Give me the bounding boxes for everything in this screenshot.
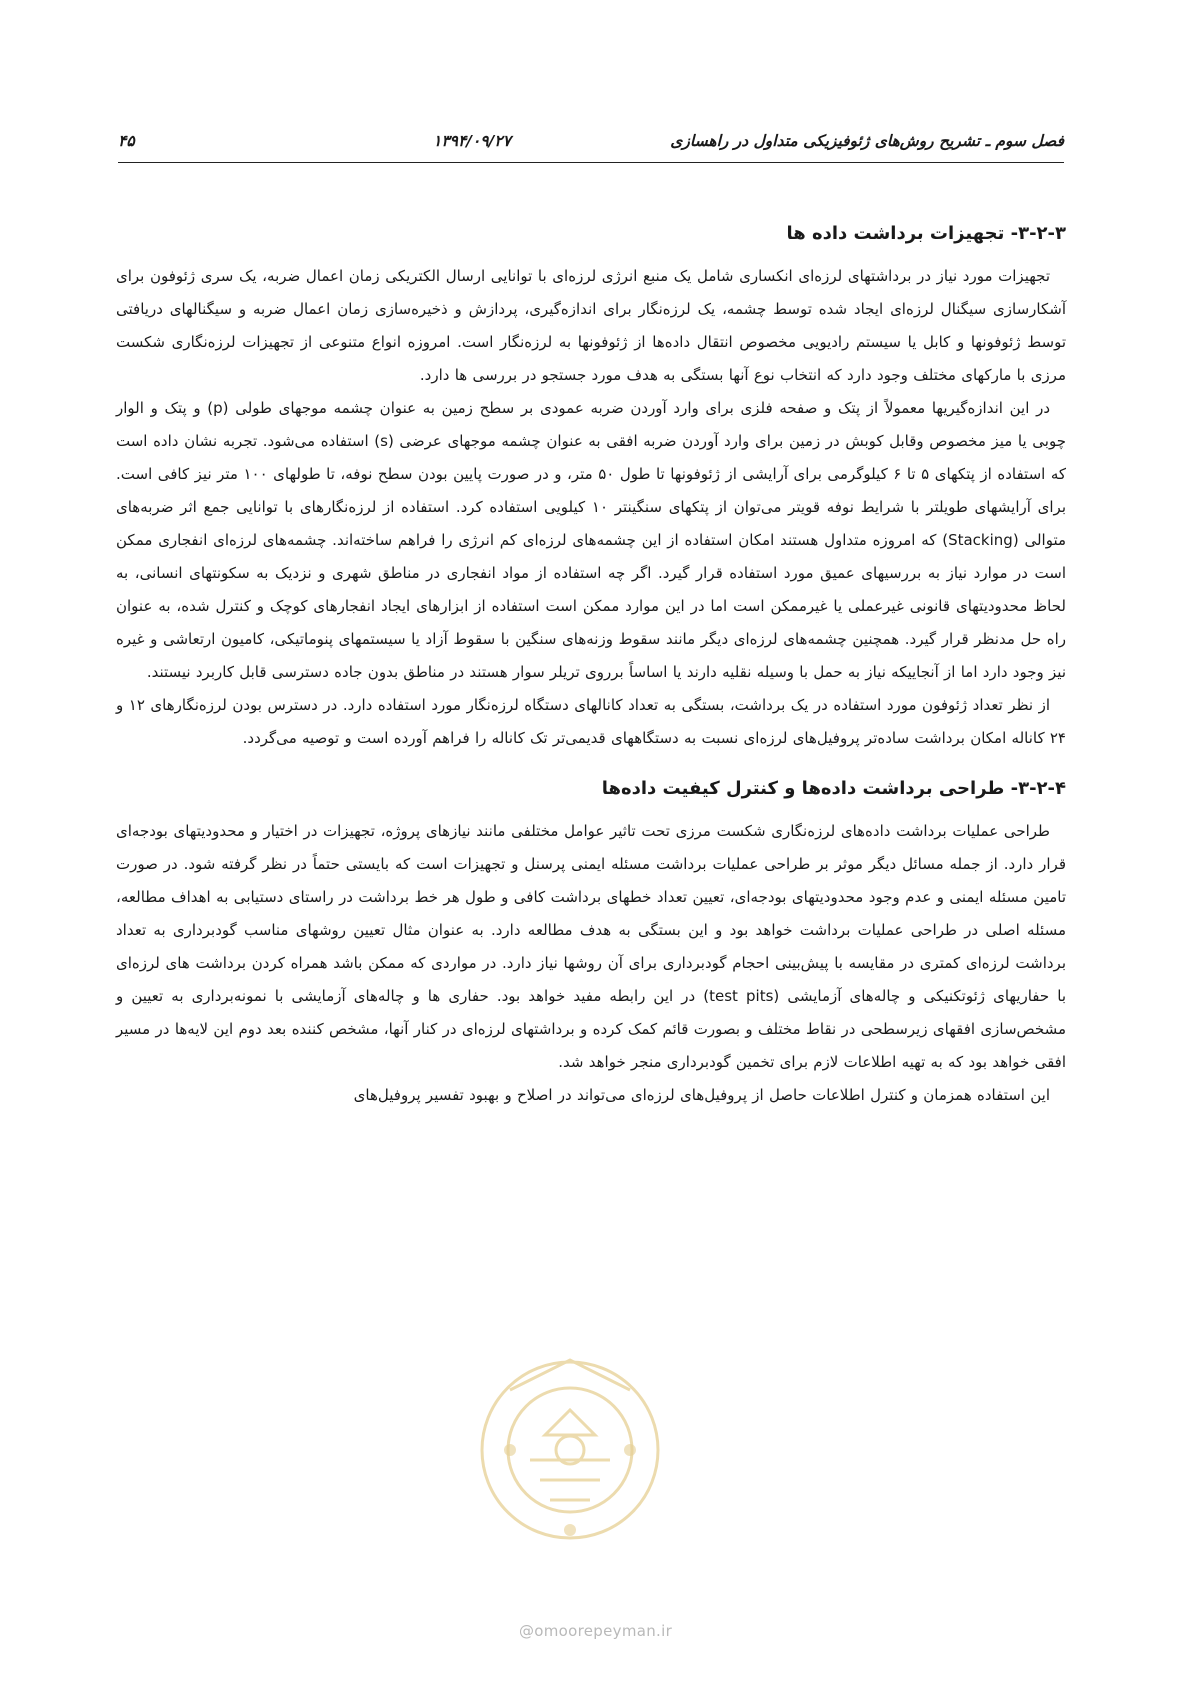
at-icon: @ [518,1622,535,1640]
watermark-url: omoorepeyman.ir [534,1622,673,1640]
header-date: ۱۳۹۴/۰۹/۲۷ [433,132,511,150]
paragraph: تجهیزات مورد نیاز در برداشتهای لرزه‌ای انکساری شامل یک منبع انرژی لرزه‌ای با توانایی ارسال الکتریکی زمان اعمال ضربه، یک سری ژئوفون برای آشکارسازی سیگنال لرزه‌ای ایجاد شده توسط چشمه، یک لرزه‌نگار برای اندازه‌گیری، پردازش و ذخیره‌سازی زمان اعمال ضربه و سیگنالهای دریافتی توسط ژئوفونها و کابل یا سیستم رادیویی مخصوص انتقال داده‌ها از ژئوفونها به لرزه‌نگار است. امروزه انواع متنوعی از تجهیزات لرزه‌نگاری شکست مرزی با مارکهای مختلف وجود دارد که انتخاب نوع آنها بستگی به هدف مورد جستجو در بررسی ها دارد. [116,267,1066,384]
page-header [118,128,1064,163]
paragraph: از نظر تعداد ژئوفون مورد استفاده در یک برداشت، بستگی به تعداد کانالهای دستگاه لرزه‌نگار مورد استفاده دارد. در دسترس بودن لرزه‌نگارهای ۱۲ و ۲۴ کاناله امکان برداشت ساده‌تر پروفیل‌های لرزه‌ای نسبت به دستگاههای قدیمی‌تر تک کاناله را فراهم آورده است و توصیه می‌گردد. [116,696,1066,747]
paragraph: این استفاده همزمان و کنترل اطلاعات حاصل از پروفیل‌های لرزه‌ای می‌تواند در اصلاح و بهبود تفسیر پروفیل‌های [353,1086,1050,1104]
watermark-site [0,1622,1191,1640]
section-heading: ۳-۲-۳- تجهیزات برداشت داده ها [786,223,1066,244]
section-heading: ۳-۲-۴- طراحی برداشت داده‌ها و کنترل کیفیت داده‌ها [601,778,1066,799]
paragraph: در این اندازه‌گیریها معمولاً از پتک و صفحه فلزی برای وارد آوردن ضربه عمودی بر سطح زمین به عنوان چشمه موجهای طولی (p) و پتک و الوار چوبی یا میز مخصوص وقابل کوبش در زمین برای وارد آوردن ضربه افقی به عنوان چشمه موجهای عرضی (s) استفاده می‌شود. تجربه نشان داده است که استفاده از پتکهای ۵ تا ۶ کیلوگرمی برای آرایشی از ژئوفونها تا طول ۵۰ متر، و در صورت پایین بودن سطح نوفه، تا طولهای ۱۰۰ متر نیز کافی است. برای آرایشهای طویلتر با شرایط نوفه قویتر می‌توان از پتکهای سنگینتر ۱۰ کیلویی استفاده کرد. استفاده از لرزه‌نگارهای با توانایی جمع اثر ضربه‌های متوالی (Stacking) که امروزه متداول هستند امکان استفاده از این چشمه‌های لرزه‌ای کم انرژی را فراهم ساخته‌اند. چشمه‌های لرزه‌ای انفجاری ممکن است در موارد نیاز به بررسیهای عمیق مورد استفاده قرار گیرد. اگر چه استفاده از مواد انفجاری در مناطق شهری و نزدیک به سکونتهای انسانی، به لحاظ محدودیتهای قانونی غیرعملی یا غیرممکن است اما در این موارد ممکن است استفاده از ابزارهای ایجاد انفجارهای کوچک و کنترل شده، به عنوان راه حل مدنظر قرار گیرد. همچنین چشمه‌های لرزه‌ای دیگر مانند سقوط وزنه‌های سنگین با سقوط آزاد یا سیستمهای پنوماتیکی، کامیون ارتعاشی و غیره نیز وجود دارد اما از آنجاییکه نیاز به حمل با وسیله نقلیه دارند یا اساساً برروی تریلر سوار هستند در مناطق بدون جاده دسترسی قابل کاربرد نیستند. [116,399,1067,681]
page-content [116,216,1066,1112]
watermark-seal [470,1340,670,1560]
page-number: ۴۵ [118,132,135,150]
chapter-title: فصل سوم ـ تشریح روش‌های ژئوفیزیکی متداول در راهسازی [670,132,1064,150]
paragraph: طراحی عملیات برداشت داده‌های لرزه‌نگاری شکست مرزی تحت تاثیر عوامل مختلفی مانند نیازهای پروژه، تجهیزات در اختیار و محدودیتهای بودجه‌ای قرار دارد. از جمله مسائل دیگر موثر بر طراحی عملیات برداشت مسئله ایمنی پرسنل و تجهیزات است که بایستی حتماً در نظر گرفته شود. در صورت تامین مسئله ایمنی و عدم وجود محدودیتهای بودجه‌ای، تعیین تعداد خطهای برداشت کافی و طول هر خط برداشت در راستای دستیابی به اهداف مطالعه، مسئله اصلی در طراحی عملیات برداشت خواهد بود و این بستگی به هدف مطالعه دارد. به عنوان مثال تعیین روشهای مناسب گودبرداری به تعداد برداشت لرزه‌ای کمتری در مقایسه با پیش‌بینی احجام گودبرداری برای آن روشها نیاز دارد. در مواردی که ممکن باشد همراه کردن برداشت های لرزه‌ای با حفاریهای ژئوتکنیکی و چاله‌های آزمایشی (test pits) در این رابطه مفید خواهد بود. حفاری ها و چاله‌های آزمایشی با نمونه‌برداری به تعیین و مشخص‌سازی افقهای زیرسطحی در نقاط مختلف و بصورت قائم کمک کرده و برداشتهای لرزه‌ای در کنار آنها، مشخص کننده بعد دوم این لایه‌ها در مسیر افقی خواهد بود که به تهیه اطلاعات لازم برای تخمین گودبرداری منجر خواهد شد. [116,822,1066,1071]
